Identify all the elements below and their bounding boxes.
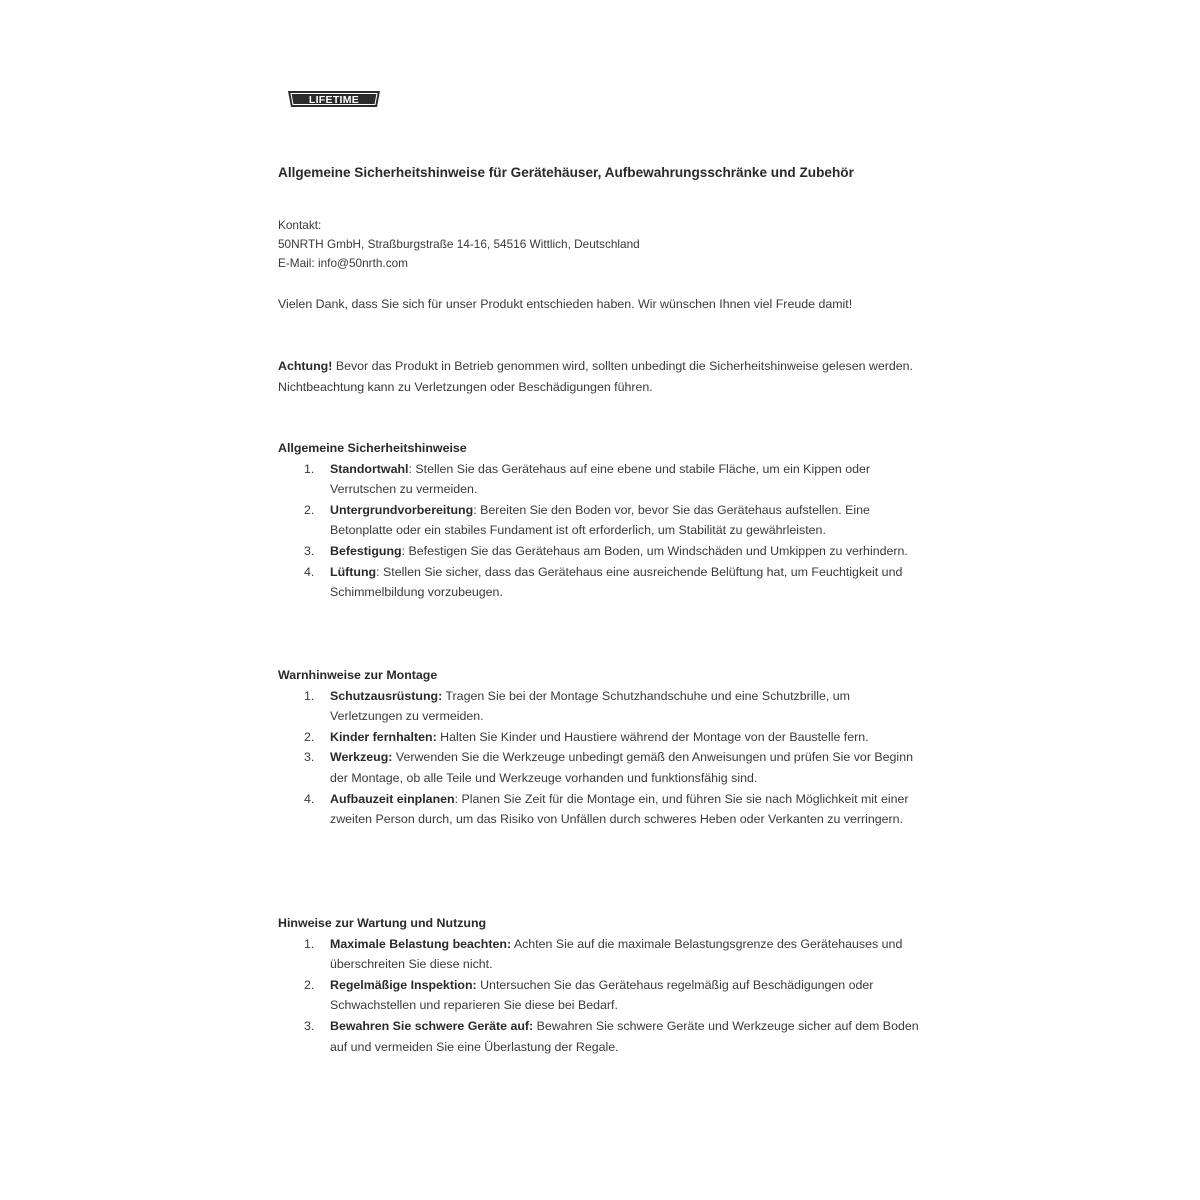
item-number: 3. (304, 1018, 315, 1033)
item-text: : Planen Sie Zeit für die Montage ein, und führen Sie sie nach Möglichkeit mit einer zweiten Person durch, um das Risiko von Unfällen durch schweres Heben oder Verkanten zu verringern. (330, 791, 909, 827)
list-item (278, 789, 923, 830)
list-item (278, 934, 923, 975)
item-text: Tragen Sie bei der Montage Schutzhandschuhe und eine Schutzbrille, um Verletzungen zu vermeiden. (330, 688, 850, 724)
numbered-list (278, 459, 923, 603)
item-text: Achten Sie auf die maximale Belastungsgrenze des Gerätehauses und überschreiten Sie diese nicht. (330, 936, 903, 972)
item-text: Verwenden Sie die Werkzeuge unbedingt gemäß den Anweisungen und prüfen Sie vor Beginn der Montage, ob alle Teile und Werkzeuge vorhanden und funktionsfähig sind. (330, 750, 913, 785)
numbered-list (278, 686, 923, 830)
item-number: 2. (304, 977, 315, 992)
list-item (278, 541, 923, 562)
item-label: Untergrundvorbereitung (330, 502, 474, 517)
item-number: 4. (304, 791, 315, 806)
item-label: Kinder fernhalten: (330, 729, 437, 744)
item-number: 1. (304, 688, 315, 703)
list-item (278, 459, 923, 500)
list-item (278, 747, 923, 788)
item-number: 3. (304, 750, 315, 765)
section-heading: Warnhinweise zur Montage (278, 668, 438, 682)
item-label: Lüftung (330, 564, 377, 579)
lifetime-logo (285, 88, 383, 110)
item-number: 4. (304, 564, 315, 579)
contact-label: Kontakt: (278, 218, 322, 232)
svg-text:LIFETIME: LIFETIME (308, 94, 360, 106)
section-general-safety (278, 438, 923, 603)
warning-paragraph (278, 356, 918, 397)
warning-text: Bevor das Produkt in Betrieb genommen wird, sollten unbedingt die Sicherheitshinweise gelesen werden. Nichtbeachtung kann zu Verletzungen oder Beschädigungen führen. (278, 359, 914, 394)
section-maintenance (278, 913, 923, 1057)
item-label: Bewahren Sie schwere Geräte auf: (330, 1018, 534, 1033)
item-label: Regelmäßige Inspektion: (330, 977, 477, 992)
item-number: 2. (304, 502, 315, 517)
warning-label: Achtung! (278, 359, 333, 373)
contact-email: E-Mail: info@50nrth.com (278, 256, 408, 270)
item-label: Werkzeug: (330, 750, 393, 765)
section-heading: Hinweise zur Wartung und Nutzung (278, 916, 487, 930)
section-heading: Allgemeine Sicherheitshinweise (278, 441, 467, 455)
contact-address: 50NRTH GmbH, Straßburgstraße 14-16, 54516 Wittlich, Deutschland (278, 237, 640, 251)
item-text: : Stellen Sie sicher, dass das Gerätehaus eine ausreichende Belüftung hat, um Feuchtigkeit und Schimmelbildung vorzubeugen. (330, 564, 903, 600)
document-title: Allgemeine Sicherheitshinweise für Gerätehäuser, Aufbewahrungsschränke und Zubehör (278, 165, 854, 180)
list-item (278, 975, 923, 1016)
item-number: 2. (304, 729, 315, 744)
item-text: Untersuchen Sie das Gerätehaus regelmäßig auf Beschädigungen oder Schwachstellen und reparieren Sie diese bei Bedarf. (330, 977, 874, 1013)
item-text: : Bereiten Sie den Boden vor, bevor Sie das Gerätehaus aufstellen. Eine Betonplatte oder ein stabiles Fundament ist oft erforderlich, um Stabilität zu gewährleisten. (330, 502, 870, 538)
item-label: Befestigung (330, 543, 402, 558)
item-label: Aufbauzeit einplanen (330, 791, 455, 806)
item-label: Schutzausrüstung: (330, 688, 443, 703)
list-item (278, 727, 923, 748)
item-label: Standortwahl (330, 461, 409, 476)
item-label: Maximale Belastung beachten: (330, 936, 512, 951)
item-text: : Befestigen Sie das Gerätehaus am Boden, um Windschäden und Umkippen zu verhindern. (401, 543, 908, 558)
item-number: 1. (304, 936, 315, 951)
list-item (278, 500, 923, 541)
item-text: : Stellen Sie das Gerätehaus auf eine ebene und stabile Fläche, um ein Kippen oder Verrutschen zu vermeiden. (330, 461, 870, 497)
item-number: 1. (304, 461, 315, 476)
item-text: Bewahren Sie schwere Geräte und Werkzeuge sicher auf dem Boden auf und vermeiden Sie eine Überlastung der Regale. (330, 1018, 919, 1054)
list-item (278, 562, 923, 603)
numbered-list (278, 934, 923, 1058)
list-item (278, 1016, 923, 1057)
item-number: 3. (304, 543, 315, 558)
thank-you-paragraph: Vielen Dank, dass Sie sich für unser Produkt entschieden haben. Wir wünschen Ihnen viel Freude damit! (278, 297, 853, 311)
section-assembly-warnings (278, 665, 923, 830)
item-text: Halten Sie Kinder und Haustiere während der Montage von der Baustelle fern. (436, 729, 869, 744)
contact-block (278, 216, 918, 273)
list-item (278, 686, 923, 727)
